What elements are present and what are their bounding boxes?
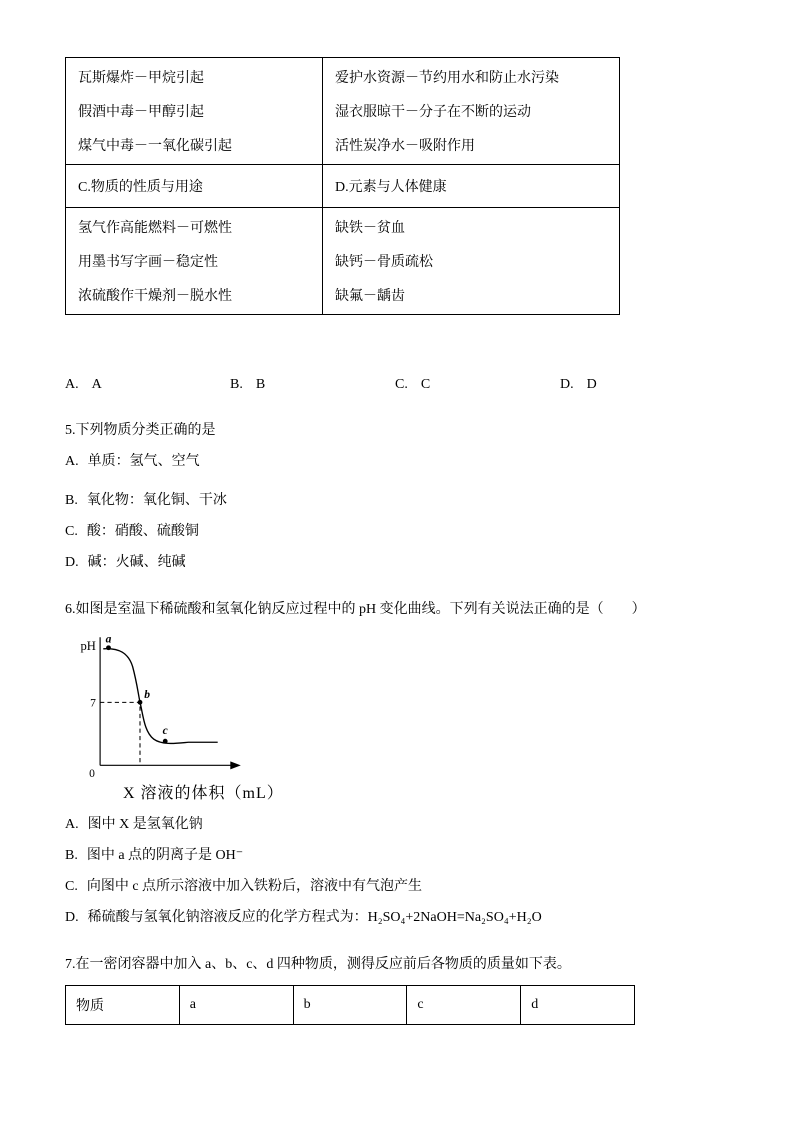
point-b-dot [138,700,143,705]
pair-item: 湿衣服晾干－分子在不断的运动 [335,105,531,120]
answer-option-d-label: D. [560,377,574,392]
q6-option-d [65,908,728,927]
q6-option-a-text: 图中 X 是氢氧化钠 [87,817,203,832]
q5-option-b-text: 氧化物：氧化铜、干冰 [86,493,227,508]
q6-option-b-label: B. [65,848,78,863]
answer-option-d [560,377,725,393]
classification-cell-d-items-bottom [323,208,620,315]
origin-label: 0 [89,767,95,778]
answer-option-c-value: C [420,377,431,392]
q5-option-b-label: B. [65,493,78,508]
point-c-label: c [162,724,168,737]
pair-item: 活性炭净水－吸附作用 [335,139,475,154]
answer-option-b-label: B. [230,377,243,392]
answer-options-row [65,377,725,393]
pair-item: 假酒中毒－甲醇引起 [78,105,204,120]
q5-option-c-label: C. [65,524,78,539]
question-5-stem: 5.下列物质分类正确的是 [65,423,216,438]
answer-option-a [65,377,230,393]
answer-option-a-label: A. [65,377,79,392]
classification-row-2 [66,208,620,315]
q6-option-d-label: D. [65,910,79,925]
point-c-dot [163,739,168,744]
answer-option-a-value: A [91,377,102,392]
classification-cell-d-items-top [323,58,620,165]
classification-cell-c-items-top [66,58,323,165]
x-axis-arrow-icon [230,761,241,769]
q5-option-a-text: 单质：氢气、空气 [87,454,200,469]
header-option-c: C.物质的性质与用途 [66,165,323,208]
mass-table-header-d: d [521,986,635,1025]
pair-item: 煤气中毒－一氧化碳引起 [78,139,232,154]
ph-curve [103,649,217,744]
q5-option-c-text: 酸：硝酸、硫酸铜 [86,524,199,539]
q5-option-c [65,522,728,541]
y-tick-7: 7 [90,697,96,710]
question-5 [65,421,728,572]
question-7 [65,955,728,1025]
mass-table-header-b: b [293,986,407,1025]
q6-option-c-text: 向图中 c 点所示溶液中加入铁粉后，溶液中有气泡产生 [86,879,423,894]
point-a-label: a [105,633,112,646]
q6-option-a-label: A. [65,817,79,832]
pair-item: 爱护水资源－节约用水和防止水污染 [335,71,559,86]
pair-item: 缺铁－贫血 [335,221,405,236]
pair-item: 氢气作高能燃料－可燃性 [78,221,232,236]
answer-option-b [230,377,395,393]
q5-option-a [65,452,728,471]
ph7-dashed-lines [100,702,140,765]
pair-item: 瓦斯爆炸－甲烷引起 [78,71,204,86]
mass-table-header-row [66,986,635,1025]
classification-row-headers [66,165,620,208]
point-a-dot [106,645,111,650]
answer-option-c-label: C. [395,377,408,392]
q6-option-b-text: 图中 a 点的阴离子是 OH⁻ [86,848,244,863]
answer-option-d-value: D [586,377,597,392]
mass-table-header-c: c [407,986,521,1025]
q5-option-d-text: 碱：火碱、纯碱 [87,555,186,570]
y-axis-label: pH [80,638,96,653]
pair-item: 缺钙－骨质疏松 [335,255,433,270]
classification-row-1 [66,58,620,165]
q6-option-d-text: 稀硫酸与氢氧化钠溶液反应的化学方程式为：H₂SO₄+2NaOH=Na₂SO₄+H₂O [87,910,542,925]
mass-table-header-a: a [179,986,293,1025]
classification-table [65,57,620,315]
q5-option-b [65,491,728,510]
q6-option-b [65,846,728,865]
q5-option-d-label: D. [65,555,79,570]
pair-item: 缺氟－龋齿 [335,289,405,304]
mass-table [65,985,635,1025]
point-b-label: b [144,689,150,702]
question-7-stem: 7.在一密闭容器中加入 a、b、c、d 四种物质，测得反应前后各物质的质量如下表。 [65,957,571,972]
answer-option-c [395,377,560,393]
q5-option-d [65,553,728,572]
answer-option-b-value: B [255,377,266,392]
q6-option-c-label: C. [65,879,78,894]
ph-curve-figure [77,633,317,803]
x-axis-title: X 溶液的体积（mL） [123,785,284,802]
classification-cell-c-items-bottom [66,208,323,315]
pair-item: 用墨书写字画－稳定性 [78,255,218,270]
question-6 [65,600,728,927]
header-option-d: D.元素与人体健康 [323,165,620,208]
mass-table-header-substance: 物质 [66,986,180,1025]
q6-option-c [65,877,728,896]
ph-curve-chart [77,633,245,778]
pair-item: 浓硫酸作干燥剂－脱水性 [78,289,232,304]
question-6-stem: 6.如图是室温下稀硫酸和氢氧化钠反应过程中的 pH 变化曲线。下列有关说法正确的是（ ） [65,602,646,617]
q5-option-a-label: A. [65,454,79,469]
q6-option-a [65,815,728,834]
